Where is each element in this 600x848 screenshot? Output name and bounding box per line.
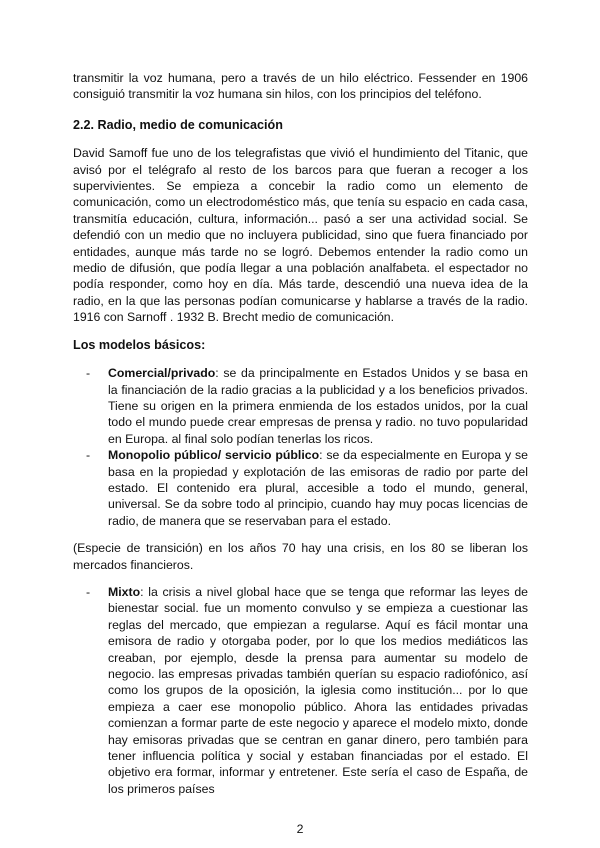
list-item bbox=[86, 365, 528, 447]
mixed-list bbox=[73, 584, 528, 797]
section-body-paragraph: David Samoff fue uno de los telegrafistas que vivió el hundimiento del Titanic, que avisó por el telégrafo al resto de los barcos para que fueran a recoger a los supervivientes. Se empieza a concebir la radio como un elemento de comunicación, como un electrodoméstico más, que tenía su espacio en cada casa, transmitía educación, cultura, información... pasó a ser una actividad social. Se defendió con un medio que no incluyera publicidad, sino que fuera financiado por entidades, aunque más tarde no se logró. Debemos entender la radio como un medio de difusión, que podía llegar a una población analfabeta. el espectador no podía responder, como hoy en día. Más tarde, descendió una nueva idea de la radio, en la que las personas podían comunicarse y hablarse a través de la radio. 1916 con Sarnoff . 1932 B. Brecht medio de comunicación. bbox=[73, 146, 528, 325]
bullet-dash: - bbox=[86, 584, 91, 599]
model-term: Monopolio público/ servicio público bbox=[108, 448, 320, 463]
bullet-dash: - bbox=[86, 448, 91, 463]
models-list bbox=[73, 365, 528, 529]
models-heading: Los modelos básicos: bbox=[73, 337, 206, 352]
page-number: 2 bbox=[296, 822, 304, 836]
model-text: : se da especialmente en Europa y se basa en la propiedad y explotación de las emisoras de radio por parte del estado. El contenido era plural, accesible a todo el mundo, general, universal. Se da sobre todo al principio, cuando hay muy pocas licencias de radio, de manera que se reservaban para el estado. bbox=[108, 448, 529, 528]
document-page bbox=[73, 70, 528, 808]
intro-paragraph: transmitir la voz humana, pero a través de un hilo eléctrico. Fessender en 1906 consiguió transmitir la voz humana sin hilos, con los principios del teléfono. bbox=[73, 71, 528, 102]
model-text: : la crisis a nivel global hace que se tenga que reformar las leyes de bienestar social. fue un momento convulso y se empieza a cuestionar las reglas del mercado, que empiezan a regularse. Aquí es fácil montar una emisora de radio y otorgaba poder, por lo que los medios mediáticos las creaban, por ejemplo, desde la prensa para aumentar su modelo de negocio. las empresas privadas también querían su espacio radiofónico, así como los grupos de la oposición, la iglesia como institución... por lo que empieza a caer ese monopolio público. Ahora las entidades privadas comienzan a formar parte de este negocio y aparece el modelo mixto, donde hay emisoras privadas que se centran en ganar dinero, pero también para tener influencia política y social y estaban financiadas por el estado. El objetivo era formar, informar y entretener. Este sería el caso de España, de los primeros países bbox=[108, 584, 528, 796]
model-term: Mixto bbox=[108, 584, 141, 599]
list-item bbox=[86, 447, 529, 529]
section-heading: 2.2. Radio, medio de comunicación bbox=[73, 117, 283, 132]
model-term: Comercial/privado bbox=[108, 366, 216, 381]
transition-paragraph: (Especie de transición) en los años 70 hay una crisis, en los 80 se liberan los mercados financieros. bbox=[73, 541, 528, 572]
bullet-dash: - bbox=[86, 366, 91, 381]
model-text: : se da principalmente en Estados Unidos y se basa en la financiación de la radio gracias a la publicidad y a los beneficios privados. Tiene su origen en la primera enmienda de los estados unidos, por la cual todo el mundo puede crear empresas de prensa y radio. no tuvo popularidad en Europa. al final solo podían tenerlas los ricos. bbox=[108, 366, 528, 446]
list-item bbox=[86, 584, 528, 797]
